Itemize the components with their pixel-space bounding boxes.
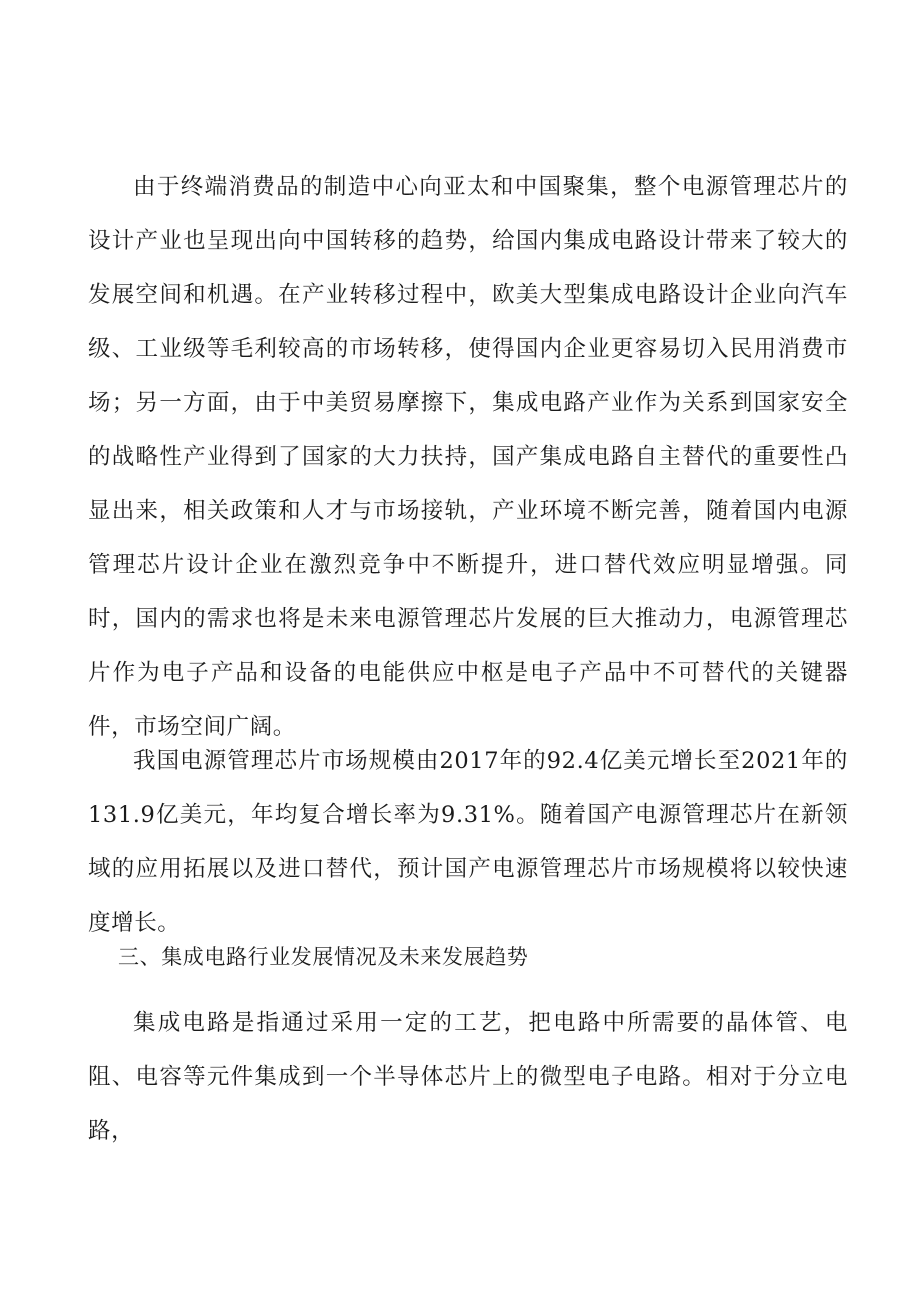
section-heading: 三、集成电路行业发展情况及未来发展趋势 — [118, 945, 529, 969]
paragraph-market-transfer: 由于终端消费品的制造中心向亚太和中国聚集，整个电源管理芯片的设计产业也呈现出向中国转移的趋势，给国内集成电路设计带来了较大的发展空间和机遇。在产业转移过程中，欧美大型集成电路设计企业向汽车级、工业级等毛利较高的市场转移，使得国内企业更容易切入民用消费市场；另一方面，由于中美贸易摩擦下，集成电路产业作为关系到国家安全的战略性产业得到了国家的大力扶持，国产集成电路自主替代的重要性凸显出来，相关政策和人才与市场接轨，产业环境不断完善，随着国内电源管理芯片设计企业在激烈竞争中不断提升，进口替代效应明显增强。同时，国内的需求也将是未来电源管理芯片发展的巨大推动力，电源管理芯片作为电子产品和设备的电能供应中枢是电子产品中不可替代的关键器件，市场空间广阔。 — [88, 174, 848, 740]
paragraph-market-size: 我国电源管理芯片市场规模由2017年的92.4亿美元增长至2021年的131.9亿美元，年均复合增长率为9.31%。随着国产电源管理芯片在新领域的应用拓展以及进口替代，预计国产电源管理芯片市场规模将以较快速度增长。 — [88, 748, 848, 936]
paragraph-ic-definition: 集成电路是指通过采用一定的工艺，把电路中所需要的晶体管、电阻、电容等元件集成到一个半导体芯片上的微型电子电路。相对于分立电路， — [88, 1010, 848, 1144]
